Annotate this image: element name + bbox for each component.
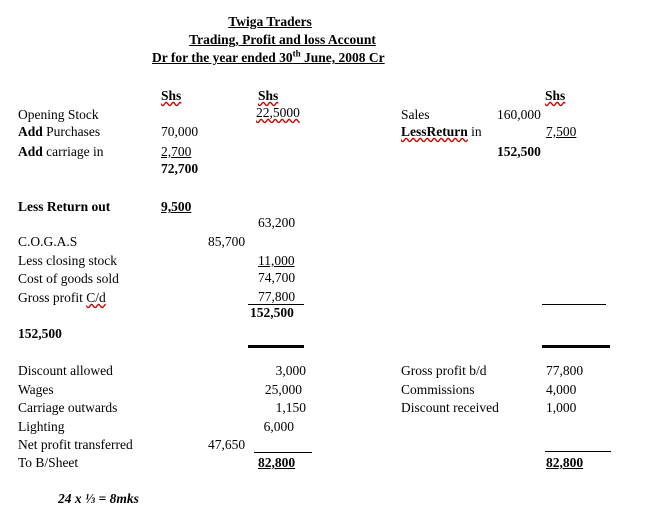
net-profit-value: 47,650 bbox=[208, 437, 246, 452]
col-header-shs-3: Shs bbox=[545, 88, 566, 103]
commissions-label: Commissions bbox=[401, 382, 475, 397]
period-dr: Dr bbox=[152, 50, 168, 65]
closing-stock-label: Less closing stock bbox=[18, 253, 117, 268]
marks-formula: 24 x ⅓ = 8mks bbox=[58, 491, 139, 506]
carriage-in-row bbox=[18, 144, 103, 160]
business-title: Twiga Traders bbox=[228, 14, 312, 29]
trading-total-left: 152,500 bbox=[18, 326, 62, 341]
less-return-out-label: Less Return out bbox=[18, 199, 111, 214]
gross-profit-bd-label: Gross profit b/d bbox=[401, 363, 487, 378]
carriage-outwards-value: 1,150 bbox=[275, 400, 306, 415]
opening-stock-value: 22,5000 bbox=[256, 105, 300, 120]
gross-profit-bd-value: 77,800 bbox=[546, 363, 584, 378]
discount-allowed-value: 3,000 bbox=[275, 363, 306, 378]
discount-received-value: 1,000 bbox=[546, 400, 577, 415]
cogas-label: C.O.G.A.S bbox=[18, 234, 78, 249]
cogs-label: Cost of goods sold bbox=[18, 271, 119, 286]
return-in-row bbox=[401, 124, 482, 140]
purchases-label: Purchases bbox=[42, 124, 101, 139]
less-return-out-value: 9,500 bbox=[161, 199, 192, 214]
lighting-value: 6,000 bbox=[263, 419, 294, 434]
sales-value: 160,000 bbox=[497, 107, 541, 122]
purchases-value: 70,000 bbox=[161, 124, 199, 139]
commissions-value: 4,000 bbox=[546, 382, 577, 397]
net-sales-value: 152,500 bbox=[497, 144, 541, 159]
gross-profit-label: Gross profit bbox=[18, 290, 87, 305]
purchases-row bbox=[18, 124, 100, 140]
net-profit-label: Net profit transferred bbox=[18, 437, 133, 452]
add-word-2: Add bbox=[18, 144, 43, 159]
pl-right-rule bbox=[545, 451, 611, 452]
period-text: for the year ended 30 bbox=[167, 50, 293, 65]
pl-right-total: 82,800 bbox=[546, 455, 584, 470]
add-word: Add bbox=[18, 124, 43, 139]
cogas-value: 85,700 bbox=[208, 234, 246, 249]
gross-profit-cd-row bbox=[18, 290, 106, 306]
trading-left-total: 152,500 bbox=[250, 305, 294, 320]
col-header-shs-2: Shs bbox=[258, 88, 279, 103]
gross-profit-value: 77,800 bbox=[258, 289, 296, 304]
less-return-in-label: LessReturn bbox=[401, 124, 468, 139]
period-end: June, 2008 Cr bbox=[300, 50, 385, 65]
carriage-outwards-label: Carriage outwards bbox=[18, 400, 118, 415]
return-in-value: 7,500 bbox=[546, 124, 577, 139]
col-header-shs-1: Shs bbox=[161, 88, 182, 103]
wages-label: Wages bbox=[18, 382, 54, 397]
pl-left-total: 82,800 bbox=[258, 455, 296, 470]
discount-allowed-label: Discount allowed bbox=[18, 363, 113, 378]
closing-stock-value: 11,000 bbox=[258, 253, 295, 268]
net-purchases-value: 63,200 bbox=[258, 215, 296, 230]
opening-stock-label: Opening Stock bbox=[18, 107, 99, 122]
to-bsheet-label: To B/Sheet bbox=[18, 455, 79, 470]
trading-double-rule-right bbox=[542, 345, 610, 348]
period-line bbox=[152, 50, 385, 66]
gross-profit-cd: C/d bbox=[86, 290, 106, 305]
pl-left-rule bbox=[254, 452, 312, 453]
cogs-value: 74,700 bbox=[258, 270, 296, 285]
trading-right-rule bbox=[542, 304, 606, 305]
purchases-subtotal: 72,700 bbox=[161, 161, 199, 176]
sales-label: Sales bbox=[401, 107, 430, 122]
carriage-in-label: carriage in bbox=[42, 144, 104, 159]
less-return-in-suffix: in bbox=[467, 124, 482, 139]
account-title: Trading, Profit and loss Account bbox=[189, 32, 376, 47]
period-sup: th bbox=[292, 48, 301, 59]
carriage-in-value: 2,700 bbox=[161, 144, 192, 159]
trading-double-rule-left bbox=[248, 345, 304, 348]
discount-received-label: Discount received bbox=[401, 400, 499, 415]
lighting-label: Lighting bbox=[18, 419, 65, 434]
wages-value: 25,000 bbox=[264, 382, 302, 397]
